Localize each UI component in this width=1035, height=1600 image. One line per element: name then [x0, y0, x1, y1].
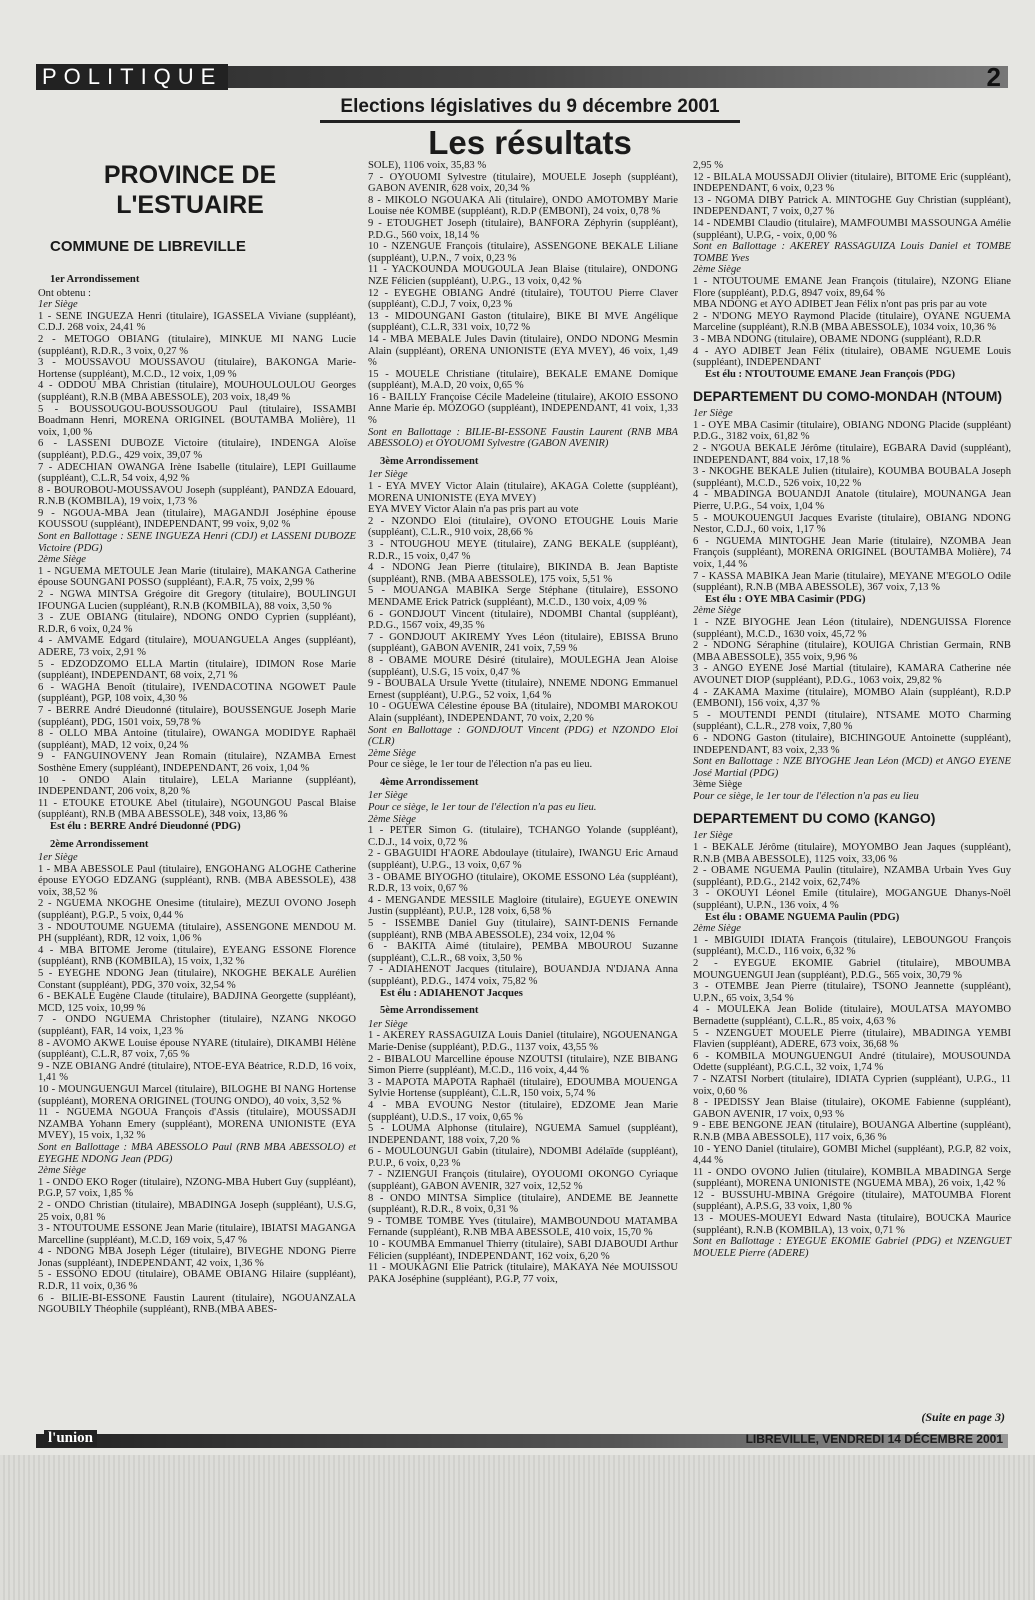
elected-line: Est élu : ADIAHENOT Jacques [380, 987, 523, 999]
result-line: Ont obtenu : [38, 287, 91, 299]
result-line: 1 - SENE INGUEZA Henri (titulaire), IGASSELA Viviane (suppléant), C.D.J. 268 voix, 24,41 % [38, 310, 356, 334]
result-line: 14 - MBA MEBALE Jules Davin (titulaire), ONDO NDONG Mesmin Alain (suppléant), ORENA UNIONISTE (EYA MVEY), 46 voix, 1,49 % [368, 333, 678, 369]
result-line: 2 - NGWA MINTSA Grégoire dit Gregory (titulaire), BOULINGUI IFOUNGA Lucien (suppléant), R.N.B (KOMBILA), 88 voix, 3,50 % [38, 589, 356, 612]
province-title: PROVINCE DE L'ESTUAIRE [103, 161, 277, 219]
result-line: 8 - OBAME MOURE Désiré (titulaire), MOULEGHA Jean Aloise (suppléant), U.S.G, 15 voix, 0,47 % [368, 654, 678, 678]
italic-line: 2ème Siège [693, 923, 741, 935]
result-line: 7 - NZIENGUI François (titulaire), OYOUOMI OKONGO Cyriaque (suppléant), GABON AVENIR, 327 voix, 12,52 % [368, 1169, 678, 1193]
result-line: 3 - OKOUYI Léonel Emile (titulaire), MOGANGUE Dhanys-Noël (suppléant), U.P.N., 136 voix, 4 % [693, 888, 1011, 912]
result-line: 9 - ETOUGHET Joseph (titulaire), BANFORA Zéphyrin (suppléant), P.D.G., 560 voix, 18,14 % [368, 217, 678, 241]
column-1 [38, 268, 356, 1316]
result-line: 5 - EDZODZOMO ELLA Martin (titulaire), IDIMON Rose Marie (suppléant), INDEPENDANT, 68 voix, 2,71 % [38, 658, 356, 682]
result-line: 5 - ESSONO EDOU (titulaire), OBAME OBIANG Hilaire (suppléant), R.D.R, 11 voix, 0,36 % [38, 1269, 356, 1293]
result-line: 16 - BAILLY Françoise Cécile Madeleine (titulaire), AKOIO ESSONO Anne Marie ép. MOZOGO (suppléant), INDEPENDANT, 41 voix, 1,33 % [368, 391, 678, 427]
result-line: 1 - OYE MBA Casimir (titulaire), OBIANG NDONG Placide (suppléant) P.D.G., 3182 voix, 61,82 % [693, 419, 1011, 443]
italic-line: Pour ce siège, le 1er tour de l'élection n'a pas eu lieu [693, 790, 919, 802]
result-line: 8 - IPEDISSY Jean Blaise (titulaire), OKOME Fabienne (suppléant), GABON AVENIR, 17 voix, 0,93 % [693, 1097, 1011, 1120]
result-line: 6 - BILIE-BI-ESSONE Faustin Laurent (titulaire), NGOUANZALA NGOUBILY Théophile (suppléant), RNB.(MBA ABES- [38, 1292, 356, 1316]
result-line: 11 - ETOUKE ETOUKE Abel (titulaire), NGOUNGOU Pascal Blaise (suppléant), RN.B (MBA ABESSOLE), 348 voix, 13,86 % [38, 797, 356, 821]
result-line: 7 - OYOUOMI Sylvestre (titulaire), MOUELE Joseph (suppléant), GABON AVENIR, 628 voix, 20,34 % [368, 171, 678, 195]
result-line: 3 - NKOGHE BEKALE Julien (titulaire), KOUMBA BOUBALA Joseph (suppléant), M.C.D., 526 voix, 10,22 % [693, 466, 1011, 489]
column-2 [368, 160, 678, 1285]
result-line: 8 - AVOMO AKWE Louise épouse NYARE (titulaire), DIKAMBI Hélène (suppléant), C.L.R, 87 voix, 7,65 % [38, 1037, 356, 1061]
italic-line: Pour ce siège, le 1er tour de l'élection n'a pas eu lieu. [368, 802, 597, 814]
result-line: 11 - MOUKAGNI Elie Patrick (titulaire), MAKAYA Née MOUISSOU PAKA Joséphine (suppléant), P.G.P, 77 voix, [368, 1262, 678, 1285]
result-line: 7 - ADECHIAN OWANGA Irène Isabelle (titulaire), LEPI Guillaume (suppléant), C.L.R, 54 voix, 4,92 % [38, 461, 356, 485]
result-line: 6 - BEKALE Eugène Claude (titulaire), BADJINA Georgette (suppléant), MCD, 125 voix, 10,99 % [38, 991, 356, 1014]
result-line: 2 - ONDO Christian (titulaire), MBADINGA Joseph (suppléant), U.S.G, 25 voix, 0,81 % [38, 1199, 356, 1223]
result-line: 2 - N'DONG MEYO Raymond Placide (titulaire), OYANE NGUEMA Marceline (suppléant), R.N.B (MBA ABESSOLE), 1034 voix, 10,36 % [693, 310, 1011, 334]
italic-line: Sont en Ballottage : BILIE-BI-ESSONE Faustin Laurent (RNB MBA ABESSOLO) et OYOUOMI Sylvestre (GABON AVENIR) [368, 426, 678, 450]
result-line: SOLE), 1106 voix, 35,83 % [368, 160, 487, 171]
result-line: 12 - EYEGHE OBIANG André (titulaire), TOUTOU Pierre Claver (suppléant), C.D.J, 7 voix, 0,23 % [368, 287, 678, 311]
result-line: 7 - NZATSI Norbert (titulaire), IDIATA Cyprien (suppléant), U.P.G., 11 voix, 0,60 % [693, 1073, 1011, 1097]
result-line: 3ème Siège [693, 779, 743, 791]
italic-line: 2ème Siège [368, 747, 416, 759]
result-line: 9 - NGOUA-MBA Jean (titulaire), MAGANDJI Joséphine épouse KOUSSOU (suppléant), INDEPENDANT, 99 voix, 9,02 % [38, 507, 356, 531]
result-line: 6 - GONDJOUT Vincent (titulaire), NDOMBI Chantal (suppléant), P.D.G., 1567 voix, 49,35 % [368, 608, 678, 632]
elected-line: Est élu : OBAME NGUEMA Paulin (PDG) [705, 911, 900, 923]
italic-line: 1er Siège [38, 299, 78, 311]
italic-line: 2ème Siège [693, 605, 741, 617]
result-line: 3 - ANGO EYENE José Martial (titulaire), KAMARA Catherine née AVOUNET DIOP (suppléant), P.D.G., 1063 voix, 29,82 % [693, 663, 1011, 686]
result-line: 7 - ONDO NGUEMA Christopher (titulaire), NZANG NKOGO (suppléant), FAR, 14 voix, 1,23 % [38, 1014, 356, 1037]
result-line: 9 - FANGUINOVENY Jean Romain (titulaire), NZAMBA Ernest Sosthène Emery (suppléant), INDEPENDANT, 26 voix, 1,04 % [38, 751, 356, 774]
commune-title: COMMUNE DE LIBREVILLE [50, 238, 246, 255]
result-line: 6 - WAGHA Benoît (titulaire), IVENDACOTINA NGOWET Paule (suppléant), PGP, 108 voix, 4,30 % [38, 681, 356, 705]
result-line: 4 - AYO ADIBET Jean Félix (titulaire), OBAME NGUEME Louis (suppléant), INDEPENDANT [693, 345, 1011, 369]
result-line: 10 - ONDO Alain titulaire), LELA Marianne (suppléant), INDEPENDANT, 206 voix, 8,20 % [38, 774, 356, 798]
result-line: 4 - AMVAME Edgard (titulaire), MOUANGUELA Anges (suppléant), ADERE, 73 voix, 2,91 % [38, 635, 356, 658]
result-line: 15 - MOUELE Christiane (titulaire), BEKALE EMANE Domique (suppléant), M.A.D, 20 voix, 0,65 % [368, 368, 678, 392]
result-line: 9 - TOMBE TOMBE Yves (titulaire), MAMBOUNDOU MATAMBA Fernande (suppléant), R.NB MBA ABESSOLE, 410 voix, 15,70 % [368, 1215, 678, 1239]
elected-line: Est élu : OYE MBA Casimir (PDG) [705, 593, 866, 605]
result-line: 2 - GBAGUIDI H'AORE Abdoulaye (titulaire), IWANGU Eric Arnaud (suppléant), U.P.G., 13 voix, 0,67 % [368, 848, 678, 872]
headline: Les résultats [428, 124, 632, 161]
italic-line: 1er Siège [38, 852, 78, 864]
result-line: 13 - MIDOUNGANI Gaston (titulaire), BIKE BI MVE Angélique (suppléant), C.L.R, 331 voix, 10,72 % [368, 310, 678, 334]
italic-line: Sont en Ballottage : EYEGUE EKOMIE Gabriel (PDG) et NZENGUET MOUELE Pierre (ADERE) [693, 1236, 1011, 1259]
result-line: 8 - MIKOLO NGOUAKA Ali (titulaire), ONDO AMOTOMBY Marie Louise née KOMBE (suppléant), R.D.P (EMBONI), 24 voix, 0,78 % [368, 194, 678, 218]
result-line: 5 - EYEGHE NDONG Jean (titulaire), NKOGHE BEKALE Aurélien Constant (suppléant), PDG, 370 voix, 32,54 % [38, 968, 356, 991]
result-line: MBA NDONG et AYO ADIBET Jean Félix n'ont pas pris par au vote [693, 299, 987, 311]
result-line: 3 - NDOUTOUME NGUEMA (titulaire), ASSENGONE MENDOU M. PH (suppléant), RDR, 12 voix, 1,06 % [38, 921, 356, 945]
italic-line: 2ème Siège [693, 264, 741, 276]
italic-line: 2ème Siège [38, 1165, 86, 1177]
italic-line: Sont en Ballottage : MBA ABESSOLO Paul (RNB MBA ABESSOLO) et EYEGHE NDONG Jean (PDG) [38, 1141, 356, 1165]
italic-line: 1er Siège [368, 790, 408, 802]
italic-line: Sont en Ballottage : SENE INGUEZA Henri (CDJ) et LASSENI DUBOZE Victoire (PDG) [38, 531, 356, 554]
arrondissement-heading: 2ème Arrondissement [50, 838, 149, 850]
result-line: 7 - ADIAHENOT Jacques (titulaire), BOUANDJA N'DJANA Anna (suppléant), P.D.G., 1474 voix, 75,82 % [368, 964, 678, 987]
newspaper-logo: l'union [44, 1430, 97, 1447]
result-line: 2 - OBAME NGUEMA Paulin (titulaire), NZAMBA Urbain Yves Guy (suppléant), P.D.G., 2142 voix, 62,74% [693, 865, 1011, 888]
result-line: 5 - NZENGUET MOUELE Pierre (titulaire), MBADINGA YEMBI Flavien (suppléant), ADERE, 673 voix, 36,68 % [693, 1027, 1011, 1051]
section-title: POLITIQUE [36, 64, 228, 90]
result-line: 3 - NTOUGHOU MEYE (titulaire), ZANG BEKALE (suppléant), R.D.R., 15 voix, 0,47 % [368, 539, 678, 562]
result-line: 8 - OLLO MBA Antoine (titulaire), OWANGA MODIDYE Raphaël (suppléant), MAD, 12 voix, 0,24 % [38, 728, 356, 751]
result-line: 3 - MAPOTA MAPOTA Raphaël (titulaire), EDOUMBA MOUENGA Sylvie Hortense (suppléant), C.L.R, 150 voix, 5,74 % [368, 1076, 678, 1100]
italic-line: Sont en Ballottage : AKEREY RASSAGUIZA Louis Daniel et TOMBE TOMBE Yves [693, 241, 1011, 264]
result-line: 5 - MOUTENDI PENDI (titulaire), NTSAME MOTO Charming (suppléant), C.L.R., 278 voix, 7,80 % [693, 709, 1011, 733]
result-line: 2 - EYEGUE EKOMIE Gabriel (titulaire), MBOUMBA MOUNGUENGUI Jean (suppléant), P.D.G., 565 voix, 30,79 % [693, 958, 1011, 981]
result-line: 4 - NDONG Jean Pierre (titulaire), BIKINDA B. Jean Baptiste (suppléant), RNB. (MBA ABESSOLE), 175 voix, 5,51 % [368, 562, 678, 585]
result-line: 8 - BOUROBOU-MOUSSAVOU Joseph (suppléant), PANDZA Edouard, R.N.B (KOMBILA), 19 voix, 1,73 % [38, 484, 356, 508]
result-line: Pour ce siège, le 1er tour de l'élection n'a pas eu lieu. [368, 759, 593, 771]
result-line: 4 - MOULEKA Jean Bolide (titulaire), MOULATSA MAYOMBO Bernadette (suppléant), C.L.R., 85 voix, 4,63 % [693, 1004, 1011, 1027]
result-line: 6 - BAKITA Aimé (titulaire), PEMBA MBOUROU Suzanne (suppléant), C.L.R., 68 voix, 3,50 % [368, 941, 678, 964]
result-line: 6 - LASSENI DUBOZE Victoire (titulaire), INDENGA Aloïse (suppléant), P.D.G., 429 voix, 39,07 % [38, 438, 356, 461]
italic-line: 1er Siège [368, 469, 408, 481]
arrondissement-heading: 5ème Arrondissement [380, 1005, 479, 1017]
arrondissement-heading: 4ème Arrondissement [380, 776, 479, 788]
result-line: 3 - ZUE OBIANG (titulaire), NDONG ONDO Cyprien (suppléant), R.D.R, 6 voix, 0,24 % [38, 612, 356, 635]
kicker: Elections législatives du 9 décembre 2001 [320, 96, 740, 123]
result-line: 2 - NGUEMA NKOGHE Onesime (titulaire), MEZUI OVONO Joseph (suppléant), P.G.P., 5 voix, 0,44 % [38, 898, 356, 922]
result-line: 2,95 % [693, 160, 724, 171]
result-line: 6 - MOULOUNGUI Gabin (titulaire), NDOMBI Adélaïde (suppléant), P.U.P., 6 voix, 0,23 % [368, 1146, 678, 1169]
elected-line: Est élu : NTOUTOUME EMANE Jean François (PDG) [705, 368, 956, 380]
result-line: 4 - NDONG MBA Joseph Léger (titulaire), BIVEGHE NDONG Pierre Jonas (suppléant), INDEPENDANT, 42 voix, 1,36 % [38, 1246, 356, 1269]
result-line: 1 - PETER Simon G. (titulaire), TCHANGO Yolande (suppléant), C.D.J., 14 voix, 0,72 % [368, 825, 678, 848]
result-line: 8 - ONDO MINTSA Simplice (titulaire), ANDEME BE Jeannette (suppléant), R.D.R., 8 voix, 0,31 % [368, 1192, 678, 1216]
result-line: 4 - MENGANDE MESSILE Magloire (titulaire), EGUEYE ONEWIN Justin (suppléant), P.U.P., 128 voix, 6,58 % [368, 894, 678, 918]
result-line: 9 - NZE OBIANG André (titulaire), NTOE-EYA Béatrice, R.D.D, 16 voix, 1,41 % [38, 1060, 356, 1084]
result-line: 11 - YACKOUNDA MOUGOULA Jean Blaise (titulaire), ONDONG NZE Félicien (suppléant), U.P.G., 13 voix, 0,42 % [368, 264, 678, 287]
result-line: 1 - NZE BIYOGHE Jean Léon (titulaire), NDENGUISSA Florence (suppléant), M.C.D., 1630 voix, 45,72 % [693, 616, 1011, 640]
italic-line: Sont en Ballottage : NZE BIYOGHE Jean Léon (MCD) et ANGO EYENE José Martial (PDG) [693, 756, 1011, 779]
result-line: 7 - GONDJOUT AKIREMY Yves Léon (titulaire), EBISSA Bruno (suppléant), GABON AVENIR, 241 voix, 7,59 % [368, 631, 678, 655]
result-line: 6 - NGUEMA MINTOGHE Jean Marie (titulaire), NZOMBA Jean François (suppléant), MORENA ORIGINEL (BOUTAMBA Molière), 74 voix, 1,44 % [693, 535, 1011, 570]
footer-dateline: LIBREVILLE, VENDREDI 14 DÉCEMBRE 2001 [745, 1432, 1003, 1446]
result-line: 1 - EYA MVEY Victor Alain (titulaire), AKAGA Colette (suppléant), MORENA UNIONISTE (EYA MVEY) [368, 481, 678, 504]
result-line: 1 - MBIGUIDI IDIATA François (titulaire), LEBOUNGOU François (suppléant), M.C.D., 116 voix, 6,32 % [693, 934, 1011, 958]
result-line: 4 - MBADINGA BOUANDJI Anatole (titulaire), MOUNANGA Jean Pierre, U.P.G., 54 voix, 1,04 % [693, 489, 1011, 513]
result-line: 2 - NDONG Séraphine (titulaire), KOUIGA Christian Germain, RNB (MBA ABESSOLE), 355 voix, 9,96 % [693, 640, 1011, 663]
italic-line: 1er Siège [368, 1018, 408, 1030]
result-line: 7 - BERRE André Dieudonné (titulaire), BOUSSENGUE Joseph Marie (suppléant), PDG, 1501 voix, 59,78 % [38, 704, 356, 728]
result-line: 7 - KASSA MABIKA Jean Marie (titulaire), MEYANE M'EGOLO Odile (suppléant), R.N.B (MBA ABESSOLE), 367 voix, 7,13 % [693, 570, 1011, 594]
elected-line: Est élu : BERRE André Dieudonné (PDG) [50, 820, 241, 832]
result-line: 14 - NDEMBI Claudio (titulaire), MAMFOUMBI MASSOUNGA Amélie (suppléant), U.P.G, - voix, 0,00 % [693, 217, 1011, 241]
result-line: 1 - ONDO EKO Roger (titulaire), NZONG-MBA Hubert Guy (suppléant), P.G.P, 57 voix, 1,85 % [38, 1176, 356, 1200]
italic-line: 1er Siège [693, 408, 733, 420]
result-line: 10 - YENO Daniel (titulaire), GOMBI Michel (suppléant), P.G.P, 82 voix, 4,44 % [693, 1143, 1011, 1167]
arrondissement-heading: 1er Arrondissement [50, 274, 140, 285]
result-line: EYA MVEY Victor Alain n'a pas pris part au vote [368, 504, 579, 516]
result-line: 2 - METOGO OBIANG (titulaire), MINKUE MI NANG Lucie (suppléant), R.D.R., 3 voix, 0,27 % [38, 333, 356, 357]
result-line: 10 - NZENGUE François (titulaire), ASSENGONE BEKALE Liliane (suppléant), U.P.N., 7 voix, 0,23 % [368, 241, 678, 264]
result-line: 1 - MBA ABESSOLE Paul (titulaire), ENGOHANG ALOGHE Catherine épouse EYOGO EDZANG (suppléant), RNB. (MBA ABESSOLE), 438 voix, 38,52 % [38, 863, 356, 898]
page-number: 2 [986, 62, 1001, 92]
italic-line: Sont en Ballottage : GONDJOUT Vincent (PDG) et NZONDO Eloi (CLR) [368, 724, 678, 748]
result-line: 11 - ONDO OVONO Julien (titulaire), KOMBILA MBADINGA Serge (suppléant), MORENA UNIONISTE (NGUEMA MBA), 26 voix, 1,42 % [693, 1166, 1011, 1190]
result-line: 13 - NGOMA DIBY Patrick A. MINTOGHE Guy Christian (suppléant), INDEPENDANT, 7 voix, 0,27 % [693, 194, 1011, 218]
result-line: 2 - NZONDO Eloi (titulaire), OVONO ETOUGHE Louis Marie (suppléant), C.L.R., 910 voix, 28,66 % [368, 515, 678, 539]
result-line: 3 - NTOUTOUME ESSONE Jean Marie (titulaire), IBIATSI MAGANGA Marcelline (suppléant), M.C.D, 169 voix, 5,47 % [38, 1223, 356, 1246]
result-line: 3 - MBA NDONG (titulaire), OBAME NDONG (suppléant), R.D.R [693, 333, 982, 345]
result-line: 12 - BILALA MOUSSADJI Olivier (titulaire), BITOME Eric (suppléant), INDEPENDANT, 6 voix, 0,23 % [693, 171, 1011, 195]
result-line: 5 - MOUANGA MABIKA Serge Stéphane (titulaire), ESSONO MENDAME Erick Patrick (suppléant), M.C.D., 130 voix, 4,09 % [368, 585, 678, 608]
result-line: 5 - MOUKOUENGUI Jacques Evariste (titulaire), OBIANG NDONG Nestor, C.D.J., 60 voix, 1,17 % [693, 512, 1011, 536]
italic-line: 2ème Siège [38, 554, 86, 566]
result-line: 10 - KOUMBA Emmanuel Thierry (titulaire), SABI DJABOUDI Arthur Félicien (suppléant), INDEPENDANT, 162 voix, 6,20 % [368, 1239, 678, 1262]
result-line: 5 - LOUMA Alphonse (titulaire), NGUEMA Samuel (suppléant), INDEPENDANT, 188 voix, 7,20 % [368, 1123, 678, 1146]
result-line: 6 - KOMBILA MOUNGUENGUI André (titulaire), MOUSOUNDA Odette (suppléant), P.G.C.L, 32 voix, 1,74 % [693, 1050, 1011, 1074]
column-3 [693, 160, 1011, 1259]
result-line: 9 - BOUBALA Ursule Yvette (titulaire), NNEME NDONG Emmanuel Ernest (suppléant), U.P.G., 52 voix, 1,64 % [368, 678, 678, 701]
result-line: 10 - OGUEWA Célestine épouse BA (titulaire), NDOMBI MAROKOU Alain (suppléant), INDEPENDANT, 70 voix, 2,20 % [368, 701, 678, 724]
continued-note: (Suite en page 3) [921, 1410, 1005, 1424]
result-line: 4 - ZAKAMA Maxime (titulaire), MOMBO Alain (suppléant), R.D.P (EMBONI), 156 voix, 4,37 % [693, 686, 1011, 710]
result-line: 13 - MOUES-MOUEYI Edward Nasta (titulaire), BOUCKA Maurice (suppléant), R.N.B (KOMBILA), 13 voix, 0,71 % [693, 1213, 1011, 1236]
result-line: 3 - MOUSSAVOU MOUSSAVOU (titulaire), BAKONGA Marie-Hortense (suppléant), M.C.D., 12 voix, 1,09 % [38, 357, 356, 380]
result-line: 6 - NDONG Gaston (titulaire), BICHINGOUE Antoinette (suppléant), INDEPENDANT, 83 voix, 2,33 % [693, 732, 1011, 756]
result-line: 3 - OBAME BIYOGHO (titulaire), OKOME ESSONO Léa (suppléant), R.D.R, 13 voix, 0,67 % [368, 871, 678, 895]
result-line: 4 - MBA BITOME Jerome (titulaire), EYEANG ESSONE Florence (suppléant), RNB (KOMBILA), 15 voix, 1,32 % [38, 944, 356, 968]
department-heading: DEPARTEMENT DU COMO (KANGO) [693, 810, 936, 827]
result-line: 1 - AKEREY RASSAGUIZA Louis Daniel (titulaire), NGOUENANGA Marie-Denise (suppléant), P.D.G., 1137 voix, 43,55 % [368, 1030, 678, 1053]
result-line: 2 - N'GOUA BEKALE Jérôme (titulaire), EGBARA David (suppléant), INDEPENDANT, 884 voix, 17,18 % [693, 443, 1011, 466]
result-line: 12 - BUSSUHU-MBINA Grégoire (titulaire), MATOUMBA Florent (suppléant), A.P.S.G, 33 voix, 1,80 % [693, 1189, 1011, 1213]
result-line: 10 - MOUNGUENGUI Marcel (titulaire), BILOGHE BI NANG Hortense (suppléant), MORENA ORIGINEL (TOUNG ONDO), 40 voix, 3,52 % [38, 1083, 356, 1107]
department-heading: DEPARTEMENT DU COMO-MONDAH (NTOUM) [693, 388, 1003, 405]
result-line: 5 - BOUSSOUGOU-BOUSSOUGOU Paul (titulaire), ISSAMBI Boadmann Henri, MORENA ORIGINEL (BOUTAMBA Molière), 11 voix, 1,00 % [38, 403, 356, 438]
result-line: 5 - ISSEMBE Daniel Guy (titulaire), SAINT-DENIS Fernande (suppléant), RNB (MBA ABESSOLE), 234 voix, 12,04 % [368, 918, 678, 941]
bleed-through-strip [150, 0, 320, 60]
result-line: 1 - NGUEMA METOULE Jean Marie (titulaire), MAKANGA Catherine épouse SOUNGANI POSSO (suppléant), F.A.R, 75 voix, 2,99 % [38, 565, 356, 589]
arrondissement-heading: 3ème Arrondissement [380, 455, 479, 467]
result-line: 9 - EBE BENGONE JEAN (titulaire), BOUANGA Albertine (suppléant), R.N.B (MBA ABESSOLE), 117 voix, 6,36 % [693, 1120, 1011, 1143]
italic-line: 1er Siège [693, 830, 733, 842]
scan-background [0, 1455, 1035, 1600]
result-line: 2 - BIBALOU Marcelline épouse NZOUTSI (titulaire), NZE BIBANG Simon Pierre (suppléant), M.C.D., 116 voix, 4,44 % [368, 1053, 678, 1077]
result-line: 11 - NGUEMA NGOUA François d'Assis (titulaire), MOUSSADJI NZAMBA Yohann Emery (suppléant), MORENA UNIONISTE (EYA MVEY), 15 voix, 1,32 % [38, 1107, 356, 1142]
result-line: 1 - NTOUTOUME EMANE Jean François (titulaire), NZONG Eliane Flore (suppléant), P.D.G, 8947 voix, 89,64 % [693, 275, 1011, 299]
result-line: 4 - ODDOU MBA Christian (titulaire), MOUHOULOULOU Georges (suppléant), R.N.B (MBA ABESSOLE), 203 voix, 18,49 % [38, 380, 356, 403]
result-line: 4 - MBA EVOUNG Nestor (titulaire), EDZOME Jean Marie (suppléant), U.D.S., 17 voix, 0,65 % [368, 1099, 678, 1123]
result-line: 3 - OTEMBE Jean Pierre (titulaire), TSONO Jeannette (suppléant), U.P.N., 65 voix, 3,54 % [693, 981, 1011, 1004]
result-line: 1 - BEKALE Jérôme (titulaire), MOYOMBO Jean Jaques (suppléant), R.N.B (MBA ABESSOLE), 1125 voix, 33,06 % [693, 842, 1011, 865]
italic-line: 2ème Siège [368, 813, 416, 825]
